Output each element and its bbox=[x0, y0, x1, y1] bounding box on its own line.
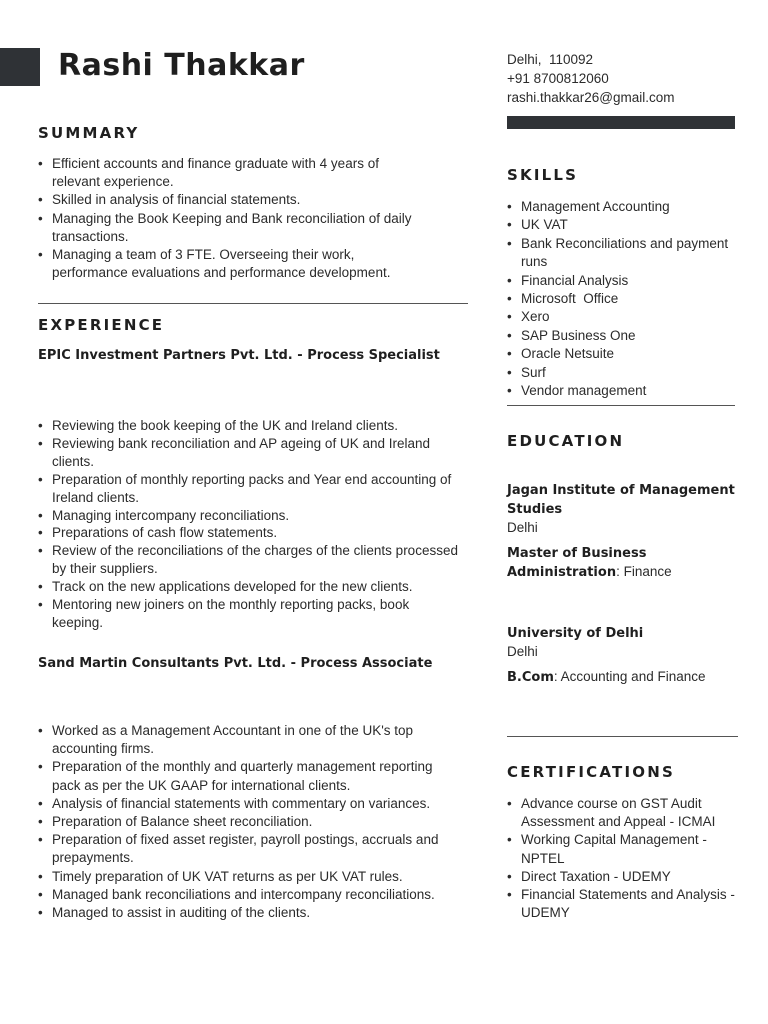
list-item: • Managed bank reconciliations and intercompany reconciliations. bbox=[38, 886, 458, 904]
list-item: • Reviewing the book keeping of the UK and Ireland clients. bbox=[38, 417, 458, 435]
education-location: Delhi bbox=[507, 520, 538, 535]
list-item: • Direct Taxation - UDEMY bbox=[507, 868, 735, 886]
list-item: • SAP Business One bbox=[507, 327, 732, 345]
skills-list bbox=[507, 198, 732, 400]
contact-phone: +91 8700812060 bbox=[507, 71, 609, 86]
job-heading: Sand Martin Consultants Pvt. Ltd. - Process Associate bbox=[38, 656, 433, 671]
list-item: • Mentoring new joiners on the monthly reporting packs, book keeping. bbox=[38, 596, 458, 632]
education-field: Finance bbox=[623, 564, 672, 579]
list-item: • Xero bbox=[507, 308, 732, 326]
list-item: • Microsoft Office bbox=[507, 290, 732, 308]
list-item: • Managed to assist in auditing of the clients. bbox=[38, 904, 458, 922]
education-degree-name: Master of Business Administration bbox=[507, 546, 647, 580]
candidate-name: Rashi Thakkar bbox=[58, 48, 305, 83]
list-item: • Timely preparation of UK VAT returns as per UK VAT rules. bbox=[38, 868, 458, 886]
education-institution: Jagan Institute of Management Studies bbox=[507, 483, 735, 517]
section-divider bbox=[507, 405, 735, 406]
list-item: • Surf bbox=[507, 364, 732, 382]
list-item: • Preparation of monthly reporting packs and Year end accounting of Ireland clients. bbox=[38, 471, 458, 507]
list-item: • Management Accounting bbox=[507, 198, 732, 216]
list-item: • Oracle Netsuite bbox=[507, 345, 732, 363]
education-field: Accounting and Finance bbox=[560, 669, 706, 684]
list-item: • Vendor management bbox=[507, 382, 732, 400]
list-item: • Managing the Book Keeping and Bank reconciliation of daily transactions. bbox=[38, 210, 423, 246]
header-accent-block bbox=[0, 48, 40, 86]
list-item: • Preparations of cash flow statements. bbox=[38, 524, 458, 542]
list-item: • UK VAT bbox=[507, 216, 732, 234]
list-item: • Working Capital Management - NPTEL bbox=[507, 831, 735, 867]
contact-accent-bar bbox=[507, 116, 735, 129]
education-institution: University of Delhi bbox=[507, 626, 644, 641]
job-heading: EPIC Investment Partners Pvt. Ltd. - Process Specialist bbox=[38, 348, 440, 363]
contact-email: rashi.thakkar26@gmail.com bbox=[507, 90, 675, 105]
summary-list bbox=[38, 155, 423, 282]
list-item: • Financial Statements and Analysis - UDEMY bbox=[507, 886, 735, 922]
certifications-heading: CERTIFICATIONS bbox=[507, 763, 675, 781]
education-degree: B.Com: Accounting and Finance bbox=[507, 669, 706, 685]
list-item: • Advance course on GST Audit Assessment and Appeal - ICMAI bbox=[507, 795, 735, 831]
list-item: • Financial Analysis bbox=[507, 272, 732, 290]
list-item: • Preparation of the monthly and quarterly management reporting pack as per the UK GAAP for international clients. bbox=[38, 758, 458, 794]
education-location: Delhi bbox=[507, 644, 538, 659]
list-item: • Managing intercompany reconciliations. bbox=[38, 507, 458, 525]
job-duties-list bbox=[38, 417, 458, 632]
list-item: • Managing a team of 3 FTE. Overseeing their work, performance evaluations and performance development. bbox=[38, 246, 423, 282]
list-item: • Analysis of financial statements with commentary on variances. bbox=[38, 795, 458, 813]
experience-heading: EXPERIENCE bbox=[38, 316, 165, 334]
education-degree: Master of Business Administration: Finance bbox=[507, 546, 672, 580]
contact-address: Delhi, 110092 bbox=[507, 52, 594, 67]
education-heading: EDUCATION bbox=[507, 432, 625, 450]
list-item: • Preparation of Balance sheet reconciliation. bbox=[38, 813, 458, 831]
list-item: • Review of the reconciliations of the charges of the clients processed by their suppliers. bbox=[38, 542, 458, 578]
list-item: • Preparation of fixed asset register, payroll postings, accruals and prepayments. bbox=[38, 831, 458, 867]
section-divider bbox=[38, 303, 468, 304]
list-item: • Reviewing bank reconciliation and AP ageing of UK and Ireland clients. bbox=[38, 435, 458, 471]
certifications-list bbox=[507, 795, 735, 922]
contact-info bbox=[507, 50, 675, 107]
list-item: • Track on the new applications developed for the new clients. bbox=[38, 578, 458, 596]
section-divider bbox=[507, 736, 738, 737]
summary-heading: SUMMARY bbox=[38, 124, 140, 142]
job-duties-list bbox=[38, 722, 458, 922]
list-item: • Worked as a Management Accountant in one of the UK's top accounting firms. bbox=[38, 722, 458, 758]
list-item: • Skilled in analysis of financial statements. bbox=[38, 191, 423, 209]
list-item: • Efficient accounts and finance graduate with 4 years of relevant experience. bbox=[38, 155, 423, 191]
education-degree-name: B.Com bbox=[507, 670, 554, 685]
list-item: • Bank Reconciliations and payment runs bbox=[507, 235, 732, 272]
skills-heading: SKILLS bbox=[507, 166, 579, 184]
